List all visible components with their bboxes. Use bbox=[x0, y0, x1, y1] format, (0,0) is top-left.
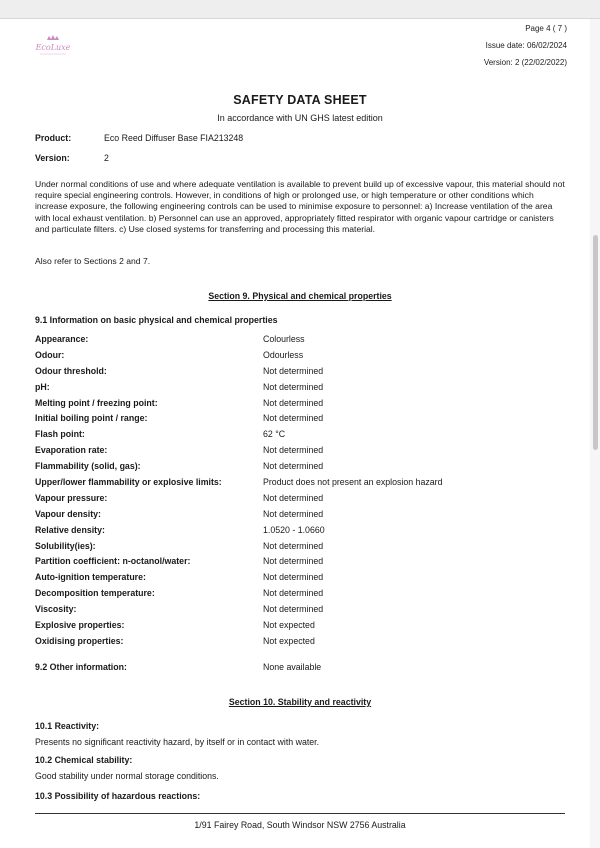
product-value: Eco Reed Diffuser Base FIA213248 bbox=[104, 133, 244, 143]
also-refer-text: Also refer to Sections 2 and 7. bbox=[35, 256, 151, 266]
property-row bbox=[35, 429, 575, 445]
property-row bbox=[35, 636, 575, 652]
reactivity-text: Presents no significant reactivity hazard, by itself or in contact with water. bbox=[35, 737, 320, 747]
property-label: Vapour density: bbox=[35, 508, 101, 519]
property-label: Vapour pressure: bbox=[35, 492, 108, 503]
property-value: Odourless bbox=[263, 349, 304, 360]
property-row bbox=[35, 445, 575, 461]
property-row bbox=[35, 350, 575, 366]
property-row bbox=[35, 398, 575, 414]
svg-text:EcoLuxe: EcoLuxe bbox=[35, 43, 71, 52]
chemical-stability-text: Good stability under normal storage conditions. bbox=[35, 771, 219, 781]
company-logo bbox=[34, 34, 72, 60]
property-value: Not determined bbox=[263, 492, 324, 503]
hazardous-reactions-heading: 10.3 Possibility of hazardous reactions: bbox=[35, 791, 201, 801]
property-row bbox=[35, 413, 575, 429]
property-label: Flash point: bbox=[35, 429, 85, 440]
property-value: Not expected bbox=[263, 635, 315, 646]
property-label: Relative density: bbox=[35, 524, 105, 535]
property-label: pH: bbox=[35, 381, 50, 392]
property-value: Not determined bbox=[263, 588, 324, 599]
property-row bbox=[35, 382, 575, 398]
property-row bbox=[35, 334, 575, 350]
property-value: Not determined bbox=[263, 461, 324, 472]
property-label: Explosive properties: bbox=[35, 620, 125, 631]
property-value: Not determined bbox=[263, 413, 324, 424]
property-value: Not determined bbox=[263, 445, 324, 456]
property-label: Solubility(ies): bbox=[35, 540, 96, 551]
property-label: Initial boiling point / range: bbox=[35, 413, 148, 424]
engineering-controls-paragraph: Under normal conditions of use and where adequate ventilation is available to prevent build up of excessive vapour, this material should not require special engineering controls. However, in conditions of high or prolonged use, or high temperature or other conditions which increase exposure, the following engineering controls can be used to minimise exposure to personnel: a) Increase ventilation of the area with local exhaust ventilation. b) Personnel can use an approved, appropriately fitted respirator with organic vapour cartridge or canisters and particulate filters. c) Use closed systems for transferring and processing this material. bbox=[35, 179, 565, 234]
property-value: Not determined bbox=[263, 508, 324, 519]
version-value: 2 bbox=[104, 153, 109, 163]
property-label: Decomposition temperature: bbox=[35, 588, 155, 599]
properties-table bbox=[35, 334, 575, 652]
property-label: Appearance: bbox=[35, 334, 89, 344]
property-value: Not expected bbox=[263, 620, 315, 631]
property-row bbox=[35, 461, 575, 477]
version-line: Version: 2 (22/02/2022) bbox=[483, 58, 567, 67]
property-row bbox=[35, 525, 575, 541]
issue-date: Issue date: 06/02/2024 bbox=[485, 41, 567, 50]
property-label: Auto-ignition temperature: bbox=[35, 572, 146, 583]
property-label: Evaporation rate: bbox=[35, 445, 108, 456]
property-row bbox=[35, 604, 575, 620]
product-label: Product: bbox=[35, 133, 72, 143]
property-row bbox=[35, 620, 575, 636]
property-label: Odour threshold: bbox=[35, 365, 107, 376]
property-label: Odour: bbox=[35, 349, 65, 360]
property-label: Flammability (solid, gas): bbox=[35, 461, 141, 472]
page-number: Page 4 ( 7 ) bbox=[525, 24, 567, 33]
property-value: 62 °C bbox=[263, 429, 286, 440]
property-label: Upper/lower flammability or explosive limits: bbox=[35, 477, 222, 488]
property-label: Partition coefficient: n-octanol/water: bbox=[35, 556, 191, 567]
version-label: Version: bbox=[35, 153, 70, 163]
reactivity-heading: 10.1 Reactivity: bbox=[35, 721, 100, 731]
chemical-stability-heading: 10.2 Chemical stability: bbox=[35, 755, 133, 765]
property-value: 1.0520 - 1.0660 bbox=[263, 524, 325, 535]
property-label: Oxidising properties: bbox=[35, 635, 124, 646]
footer-address: 1/91 Fairey Road, South Windsor NSW 2756 Australia bbox=[194, 820, 406, 830]
property-value: Colourless bbox=[263, 334, 305, 344]
property-row bbox=[35, 509, 575, 525]
document-title: SAFETY DATA SHEET bbox=[233, 93, 367, 107]
property-row bbox=[35, 493, 575, 509]
viewer-top-bar bbox=[0, 0, 600, 19]
property-row bbox=[35, 588, 575, 604]
property-row bbox=[35, 366, 575, 382]
property-value: Not determined bbox=[263, 604, 324, 615]
scrollbar-thumb[interactable] bbox=[593, 235, 598, 450]
other-information-value: None available bbox=[263, 662, 322, 672]
section-10-heading: Section 10. Stability and reactivity bbox=[228, 697, 372, 707]
property-value: Not determined bbox=[263, 397, 324, 408]
property-row bbox=[35, 556, 575, 572]
section-9-1-heading: 9.1 Information on basic physical and chemical properties bbox=[35, 315, 278, 325]
property-label: Melting point / freezing point: bbox=[35, 397, 158, 408]
property-row bbox=[35, 541, 575, 557]
property-label: Viscosity: bbox=[35, 604, 77, 615]
property-value: Not determined bbox=[263, 381, 324, 392]
other-information-label: 9.2 Other information: bbox=[35, 662, 127, 672]
property-value: Not determined bbox=[263, 540, 324, 551]
property-value: Not determined bbox=[263, 556, 324, 567]
section-9-heading: Section 9. Physical and chemical properties bbox=[208, 291, 392, 301]
footer-divider bbox=[35, 813, 565, 814]
property-value: Not determined bbox=[263, 572, 324, 583]
document-subtitle: In accordance with UN GHS latest edition bbox=[217, 113, 383, 123]
property-value: Product does not present an explosion hazard bbox=[263, 477, 443, 488]
property-value: Not determined bbox=[263, 365, 324, 376]
property-row bbox=[35, 572, 575, 588]
property-row bbox=[35, 477, 575, 493]
